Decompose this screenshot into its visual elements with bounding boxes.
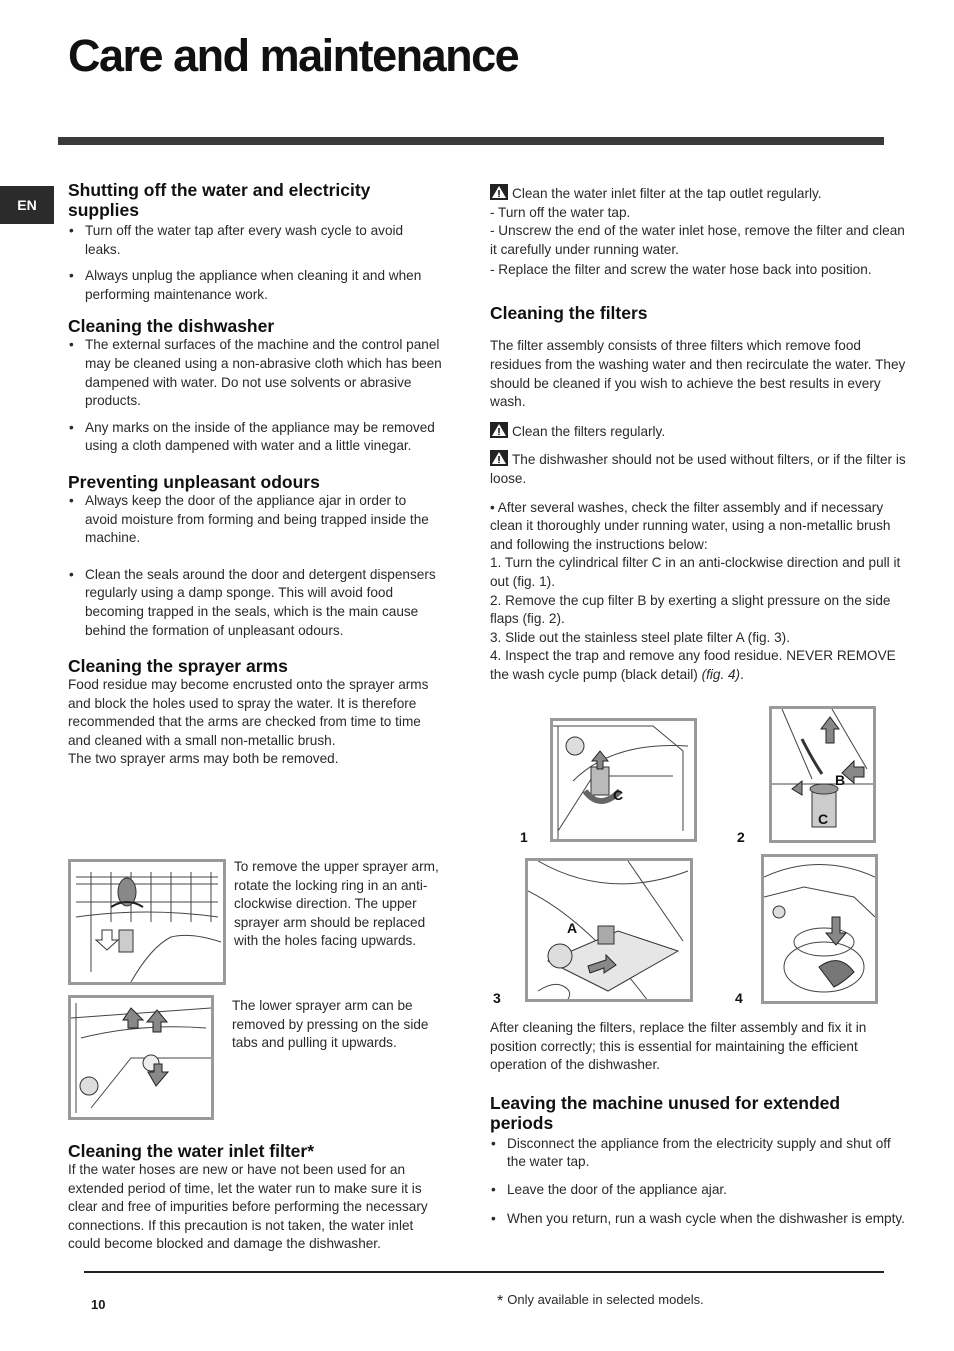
footnote-star: * [497,1293,504,1310]
figure-lower-sprayer [68,995,214,1120]
section-heading-unused: Leaving the machine unused for extended periods [490,1092,841,1133]
figure-number-3: 3 [493,990,501,1006]
language-tab: EN [0,186,54,224]
section-heading-sprayer: Cleaning the sprayer arms [68,656,288,677]
filters-warning-2: The dishwasher should not be used without filters, or if the filter is loose. [490,452,906,486]
right-column [490,184,908,684]
list-item: • When you return, run a wash cycle when the dishwasher is empty. [490,1210,908,1229]
figure-1-label-c: C [613,787,624,803]
sprayer-text: Food residue may become encrusted onto the sprayer arms and block the holes used to spray the water. It is therefore recommended that the arms are checked from time to time and cleaned with a small non-metallic brush. [68,677,429,748]
footnote [497,1292,704,1311]
filters-step: 3. Slide out the stainless steel plate filter A (fig. 3). [490,629,790,645]
figure-4 [761,854,878,1004]
section-heading-filters: Cleaning the filters [490,303,648,324]
list-item: • Leave the door of the appliance ajar. [490,1181,908,1200]
list-item: • Disconnect the appliance from the electricity supply and shut off the water tap. [490,1135,908,1172]
unused-list [490,1135,908,1228]
figure-number-2: 2 [737,829,745,845]
page-number: 10 [91,1297,106,1312]
title-rule [58,137,884,145]
list-item: • Clean the seals around the door and detergent dispensers regularly using a damp sponge. This will avoid food becoming trapped in the seals, which is the main cause behind the formation of unpleasant odours. [68,566,442,640]
filters-after: • After several washes, check the filter assembly and if necessary clean it thoroughly under running water, using a non-metallic brush and following the instructions below: [490,499,891,552]
filters-step: 1. Turn the cylindrical filter C in an anti-clockwise direction and pull it out (fig. 1). [490,555,901,589]
section-heading-cleaning: Cleaning the dishwasher [68,316,275,337]
figure-2-label-c: C [818,811,829,827]
figure-number-4: 4 [735,990,743,1006]
sprayer-text-2: The two sprayer arms may both be removed. [68,751,339,767]
bottom-rule [84,1271,884,1273]
figure-3 [525,858,693,1002]
inlet-text: If the water hoses are new or have not been used for an extended period of time, let the water run to make sure it is clear and free of impurities before performing the necessary connections. If this precaution is not taken, the water inlet could become blocked and damage the dishwasher. [68,1162,428,1252]
filters-step: 2. Remove the cup filter B by exerting a slight pressure on the side flaps (fig. 2). [490,592,891,627]
filters-warning-1: Clean the filters regularly. [490,422,908,442]
figure-3-label-a: A [567,920,578,936]
upper-sprayer-text: To remove the upper sprayer arm, rotate the locking ring in an anti-clockwise direction. The upper sprayer arm should be replaced with the holes facing upwards. [234,859,439,949]
left-column [68,180,442,769]
filters-replace-text: After cleaning the filters, replace the filter assembly and fix it in position correctly; this is essential for maintaining the efficient operation of the dishwasher. [490,1020,867,1073]
list-item: • Always keep the door of the appliance ajar in order to avoid moisture from forming and being trapped inside the machine. [68,492,442,548]
figure-1 [550,718,697,842]
odours-list [68,492,442,640]
filter-c-illustration [553,721,694,839]
list-item: • Any marks on the inside of the appliance may be removed using a cloth dampened with water and a little vinegar. [68,419,442,456]
lower-sprayer-illustration [71,998,211,1117]
tap-step: - Replace the filter and screw the water hose back into position. [490,262,872,278]
warning-icon [490,422,508,438]
section-heading-inlet: Cleaning the water inlet filter* [68,1141,315,1161]
footnote-text: Only available in selected models. [507,1292,704,1307]
tap-step: - Turn off the water tap. [490,204,631,220]
section-heading-odours: Preventing unpleasant odours [68,471,320,492]
section-heading-shutoff: Shutting off the water and electricity supplies [68,180,371,220]
trap-pump-illustration [764,857,875,1001]
tap-warning: Clean the water inlet filter at the tap outlet regularly. [490,184,908,204]
cleaning-list [68,336,442,456]
figure-number-1: 1 [520,829,528,845]
upper-sprayer-illustration [71,862,223,982]
page-title: Care and maintenance [68,30,519,81]
warning-icon [490,184,508,200]
figure-upper-sprayer [68,859,226,985]
list-item: • Turn off the water tap after every wash cycle to avoid leaks. [68,222,442,259]
filters-step-4: 4. Inspect the trap and remove any food residue. NEVER REMOVE the wash cycle pump (black detail) (fig. 4). [490,648,896,682]
filters-intro: The filter assembly consists of three filters which remove food residues from the washing water and then recirculate the water. They should be cleaned if you wish to achieve the best results in every wash. [490,338,906,410]
list-item: • Always unplug the appliance when cleaning it and when performing maintenance work. [68,267,442,304]
list-item: • The external surfaces of the machine and the control panel may be cleaned using a non-abrasive cloth which has been dampened with water. Do not use solvents or abrasive products. [68,336,442,410]
lower-sprayer-text: The lower sprayer arm can be removed by pressing on the side tabs and pulling it upwards. [232,998,429,1051]
filter-a-illustration [528,861,690,999]
tap-step: - Unscrew the end of the water inlet hose, remove the filter and clean it carefully under running water. [490,223,905,257]
figure-2-label-b: B [835,772,846,788]
shutoff-list [68,222,442,304]
warning-icon [490,450,508,466]
